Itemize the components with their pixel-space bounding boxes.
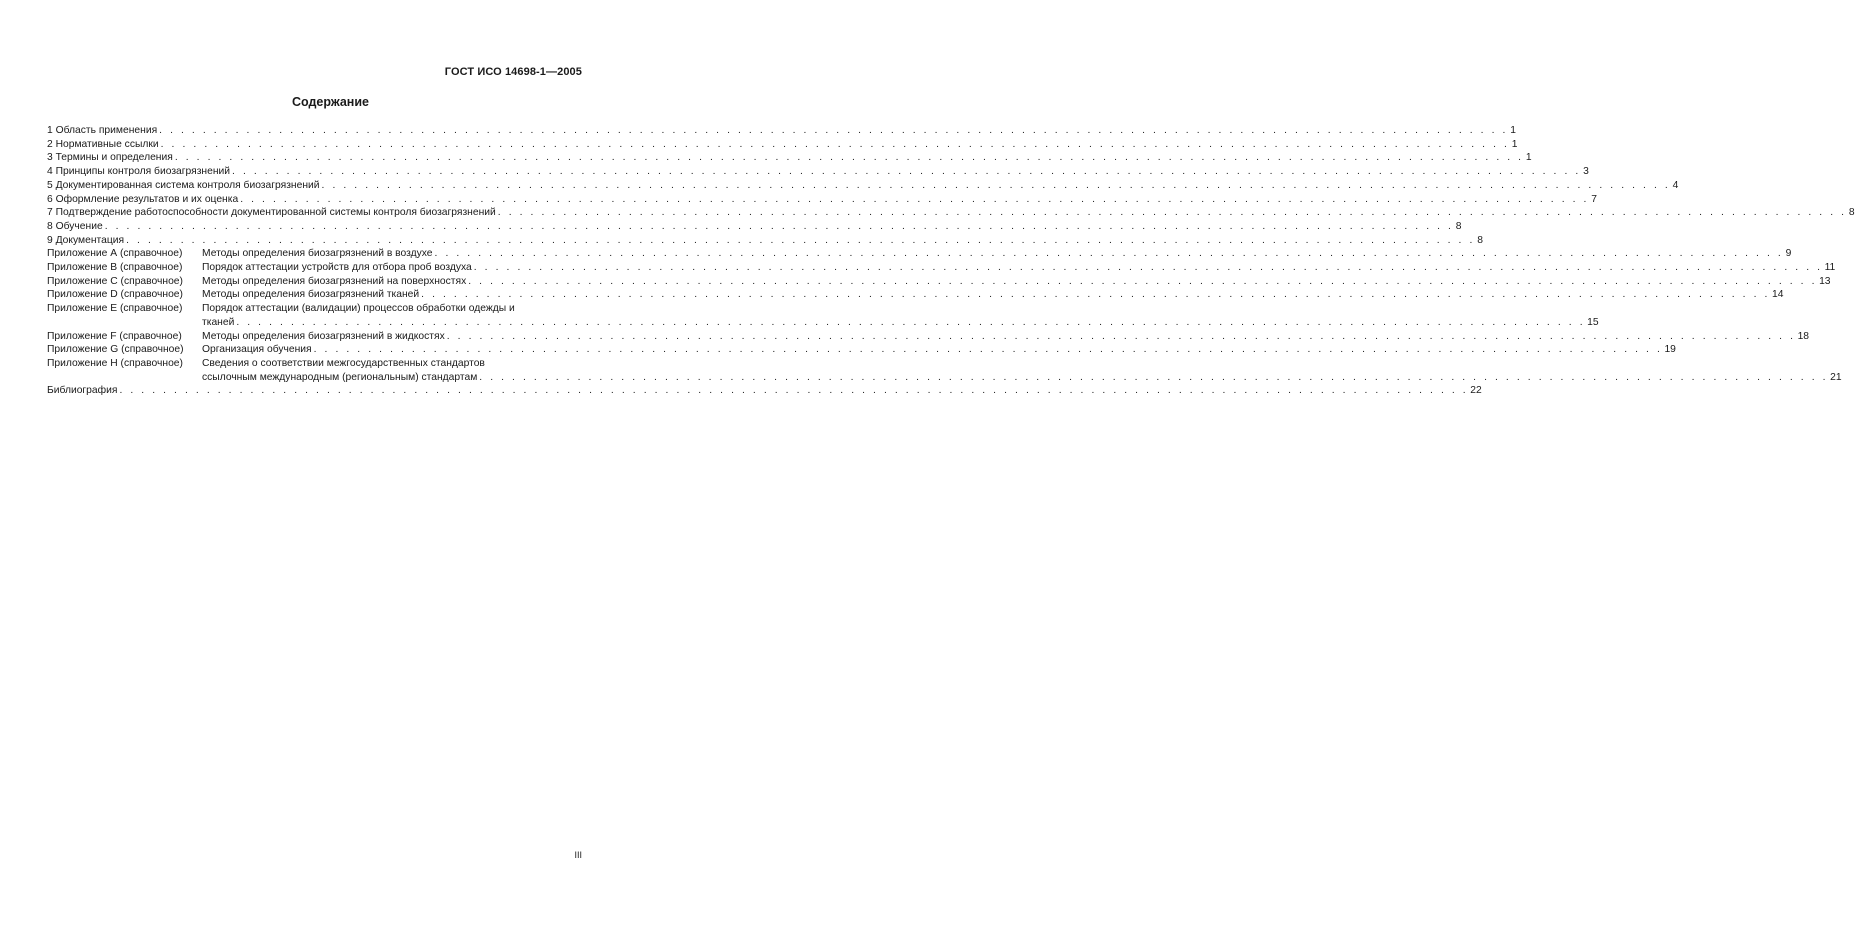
table-of-contents — [47, 124, 1855, 398]
toc-page-number: 1 — [1511, 138, 1518, 150]
toc-page-number: 1 — [1510, 125, 1516, 136]
toc-page-number: 1 — [1525, 152, 1532, 164]
annex-title-line: Методы определения биозагрязнений в воздухе — [202, 248, 433, 260]
annex-title-line: Сведения о соответствии межгосударственных стандартов — [202, 357, 485, 369]
toc-page-number: 21 — [1830, 371, 1842, 383]
leader-dots — [474, 261, 1823, 275]
annex-prefix: Приложение D (справочное) — [47, 289, 183, 301]
annex-title — [202, 330, 1809, 344]
annex-title-last-line — [202, 288, 1783, 302]
toc-page-number: 11 — [1824, 262, 1836, 274]
document-id: ГОСТ ИСО 14698-1—2005 — [444, 66, 582, 78]
toc-entry-label: 4 Принципы контроля биозагрязнений — [47, 166, 231, 178]
toc-page-number: 7 — [1591, 193, 1598, 205]
annex-title — [202, 302, 1599, 329]
leader-dots — [232, 165, 1581, 179]
page-title: Содержание — [291, 95, 369, 109]
leader-dots — [447, 330, 1796, 344]
leader-dots — [421, 288, 1770, 302]
toc-page-number: 15 — [1587, 316, 1599, 328]
toc-entry-label: 2 Нормативные ссылки — [47, 138, 159, 150]
toc-entry[interactable] — [47, 193, 1598, 207]
leader-dots — [314, 343, 1663, 357]
toc-page-number: 8 — [1477, 234, 1483, 246]
leader-dots — [468, 275, 1817, 289]
annex-title-line: Методы определения биозагрязнений в жидкостях — [202, 330, 445, 342]
toc-page-number: 13 — [1819, 275, 1831, 287]
toc-entry[interactable] — [47, 124, 1516, 138]
toc-entry-label: 9 Документация — [47, 234, 125, 246]
toc-entry[interactable] — [47, 179, 1679, 193]
annex-title-line: ссылочным международным (региональным) стандартам — [202, 371, 478, 383]
toc-page-number: 14 — [1771, 289, 1784, 301]
toc-entry-label: 5 Документированная система контроля биозагрязнений — [47, 179, 320, 191]
toc-entry-label: 1 Область применения — [47, 125, 158, 136]
annex-prefix: Приложение Н (справочное) — [47, 357, 183, 369]
toc-annex-entry[interactable] — [47, 288, 1784, 302]
toc-entry[interactable] — [47, 220, 1462, 234]
annex-prefix: Приложение С (справочное) — [47, 275, 183, 287]
toc-entry-label: Библиография — [47, 385, 118, 397]
annex-title-line: Методы определения биозагрязнений тканей — [202, 289, 420, 301]
toc-annex-entry[interactable] — [47, 261, 1836, 275]
toc-sections — [47, 124, 1855, 247]
leader-dots — [498, 206, 1847, 220]
annex-title — [202, 275, 1831, 289]
annex-prefix: Приложение F (справочное) — [47, 330, 182, 342]
annex-title — [202, 288, 1783, 302]
leader-dots — [236, 316, 1585, 330]
toc-entry[interactable] — [47, 234, 1483, 248]
annex-title — [202, 261, 1835, 275]
toc-entry-label: 3 Термины и определения — [47, 152, 173, 164]
annex-title-line: Порядок аттестации (валидации) процессов обработки одежды и — [202, 303, 515, 315]
toc-entry[interactable] — [47, 151, 1532, 165]
toc-entry[interactable] — [47, 138, 1518, 152]
toc-page-number: 19 — [1664, 344, 1676, 356]
toc-annex-entry[interactable] — [47, 343, 1676, 357]
toc-entry-label: 6 Оформление результатов и их оценка — [47, 193, 239, 205]
annex-prefix: Приложение В (справочное) — [47, 262, 183, 274]
leader-dots — [105, 220, 1454, 234]
leader-dots — [175, 151, 1524, 165]
toc-annexes — [47, 247, 1842, 384]
annex-title-last-line — [202, 330, 1809, 344]
leader-dots — [479, 371, 1828, 385]
leader-dots — [119, 384, 1468, 398]
annex-title-line: Порядок аттестации устройств для отбора проб воздуха — [202, 262, 472, 274]
toc-bibliography[interactable] — [47, 384, 1482, 398]
annex-title-line: Методы определения биозагрязнений на поверхностях — [202, 275, 467, 287]
leader-dots — [240, 193, 1589, 207]
annex-prefix: Приложение Е (справочное) — [47, 303, 183, 315]
toc-annex-entry[interactable] — [47, 275, 1831, 289]
toc-page-number: 9 — [1785, 248, 1792, 260]
toc-entry-label: 7 Подтверждение работоспособности документированной системы контроля биозагрязнений — [47, 207, 496, 219]
annex-prefix: Приложение А (справочное) — [47, 248, 183, 260]
annex-title-last-line — [202, 316, 1599, 330]
leader-dots — [322, 179, 1671, 193]
annex-title-last-line — [202, 247, 1791, 261]
toc-annex-entry[interactable] — [47, 330, 1810, 344]
annex-title — [202, 357, 1842, 384]
toc-annex-entry[interactable] — [47, 302, 1599, 329]
toc-entry[interactable] — [47, 206, 1855, 220]
toc-page-number: 22 — [1470, 385, 1482, 397]
annex-title — [202, 343, 1676, 357]
toc-entry-label: 8 Обучение — [47, 220, 103, 232]
toc-page-number: 8 — [1455, 220, 1462, 232]
leader-dots — [159, 124, 1508, 138]
leader-dots — [435, 247, 1784, 261]
toc-entry[interactable] — [47, 165, 1589, 179]
annex-prefix: Приложение G (справочное) — [47, 344, 184, 356]
page-folio: III — [574, 850, 582, 860]
toc-page-number: 3 — [1583, 166, 1589, 178]
annex-title-line: тканей — [202, 316, 235, 328]
annex-title — [202, 247, 1791, 261]
toc-page-number: 8 — [1848, 207, 1855, 219]
leader-dots — [126, 234, 1475, 248]
toc-annex-entry[interactable] — [47, 357, 1842, 384]
toc-page-number: 4 — [1672, 179, 1679, 191]
annex-title-last-line — [202, 261, 1835, 275]
annex-title-last-line — [202, 371, 1842, 385]
annex-title-last-line — [202, 275, 1831, 289]
leader-dots — [161, 138, 1510, 152]
toc-annex-entry[interactable] — [47, 247, 1792, 261]
annex-title-last-line — [202, 343, 1676, 357]
toc-page-number: 18 — [1797, 330, 1810, 342]
annex-title-line: Организация обучения — [202, 344, 312, 356]
